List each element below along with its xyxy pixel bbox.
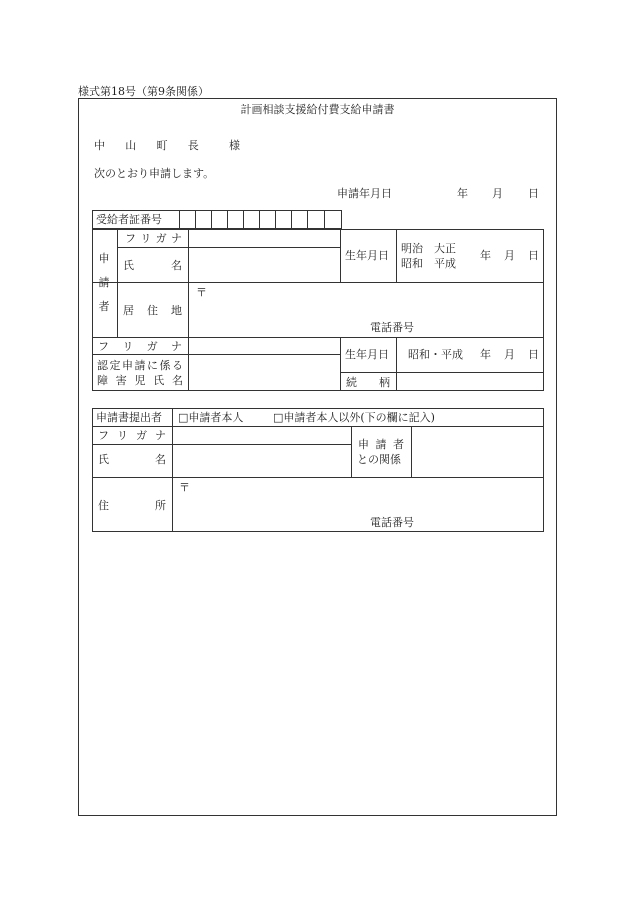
child-relation-field[interactable] <box>397 373 543 390</box>
recipient-id-label: 受給者証番号 <box>96 213 162 226</box>
applicant-name-field[interactable] <box>189 248 339 281</box>
applicant-name-label: 氏 名 <box>123 259 182 272</box>
applicant-postal-mark: 〒 <box>196 286 207 299</box>
child-name-field[interactable] <box>189 355 339 390</box>
submitter-address-label: 住 所 <box>98 499 166 512</box>
child-era: 昭和・平成 <box>408 348 463 361</box>
submitter-relation-label-line1: 申 請 者 <box>358 438 404 451</box>
submitter-postal-mark: 〒 <box>179 481 190 494</box>
applicant-era-line2: 昭和 平成 <box>401 257 456 270</box>
applicant-furigana-label: フ リ ガ ナ <box>125 232 182 245</box>
application-date-day: 日 <box>528 187 539 200</box>
form-title: 計画相談支援給付費支給申請書 <box>240 103 395 116</box>
application-date-label: 申請年月日 <box>337 187 392 200</box>
submitter-option-other[interactable]: □申請者本人以外(下の欄に記入) <box>273 411 435 424</box>
applicant-side-label-1: 申 <box>98 252 110 265</box>
intro-text: 次のとおり申請します。 <box>94 167 215 180</box>
child-furigana-field[interactable] <box>189 338 339 353</box>
applicant-era-line1: 明治 大正 <box>401 242 456 255</box>
applicant-birth-year: 年 <box>480 249 491 262</box>
applicant-birth-month: 月 <box>504 249 515 262</box>
submitter-name-field[interactable] <box>173 445 350 476</box>
application-date-month: 月 <box>492 187 503 200</box>
applicant-address-field[interactable] <box>189 283 543 336</box>
submitter-address-field[interactable] <box>173 478 543 531</box>
child-furigana-label: フ リ ガ ナ <box>98 340 182 353</box>
applicant-address-label: 居 住 地 <box>123 304 182 317</box>
child-birth-month: 月 <box>504 348 515 361</box>
child-relation-label: 続 柄 <box>346 376 390 389</box>
form-number: 様式第18号（第9条関係） <box>78 85 209 98</box>
child-name-label-line1: 認 定 申 請 に 係 る <box>97 359 183 372</box>
submitter-name-label: 氏 名 <box>98 453 166 466</box>
addressee: 中 山 町 長 様 <box>94 139 240 152</box>
recipient-id-digit-cells[interactable] <box>180 211 341 228</box>
submitter-furigana-field[interactable] <box>173 427 350 443</box>
submitter-label: 申請書提出者 <box>96 411 162 424</box>
child-birth-label: 生年月日 <box>345 348 389 361</box>
application-date-year: 年 <box>457 187 468 200</box>
submitter-phone-label: 電話番号 <box>370 516 414 529</box>
child-birth-day: 日 <box>528 348 539 361</box>
submitter-furigana-label: フ リ ガ ナ <box>98 429 166 442</box>
applicant-furigana-field[interactable] <box>189 230 339 246</box>
applicant-side-label-2: 請 <box>98 276 110 289</box>
child-birth-year: 年 <box>480 348 491 361</box>
submitter-option-self[interactable]: □申請者本人 <box>178 411 244 424</box>
applicant-side-label-3: 者 <box>98 300 110 313</box>
applicant-phone-label: 電話番号 <box>370 321 414 334</box>
applicant-birth-label: 生年月日 <box>345 249 389 262</box>
child-name-label-line2: 障 害 児 氏 名 <box>97 374 183 387</box>
submitter-relation-field[interactable] <box>412 427 543 476</box>
submitter-relation-label-line2: との関係 <box>357 453 401 466</box>
applicant-birth-day: 日 <box>528 249 539 262</box>
